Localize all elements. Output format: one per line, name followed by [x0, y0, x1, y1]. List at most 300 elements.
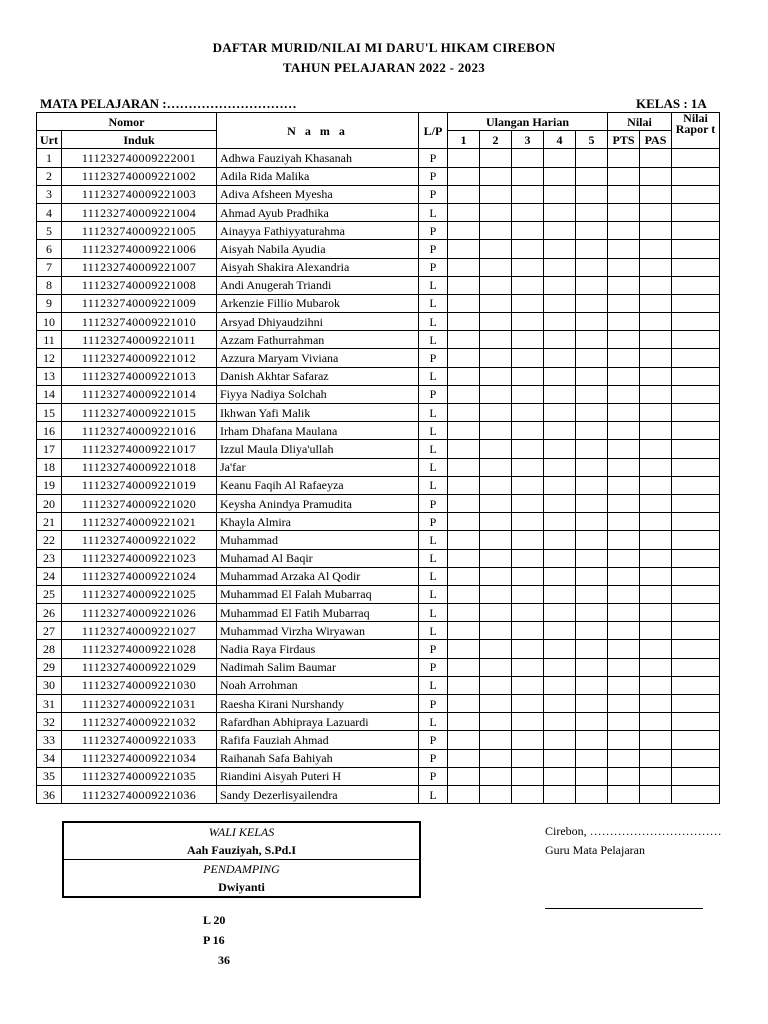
grade-cell-uh-5[interactable] [576, 640, 608, 658]
grade-cell-uh-2[interactable] [480, 749, 512, 767]
grade-cell-uh-4[interactable] [544, 167, 576, 185]
grade-cell-uh-3[interactable] [512, 349, 544, 367]
grade-cell-uh-2[interactable] [480, 258, 512, 276]
grade-cell-uh-3[interactable] [512, 476, 544, 494]
grade-cell-uh-1[interactable] [448, 313, 480, 331]
grade-cell-rapor[interactable] [672, 385, 720, 403]
grade-cell-uh-1[interactable] [448, 604, 480, 622]
grade-cell-rapor[interactable] [672, 513, 720, 531]
grade-cell-uh-4[interactable] [544, 749, 576, 767]
grade-cell-uh-5[interactable] [576, 185, 608, 203]
grade-cell-pas[interactable] [640, 294, 672, 312]
grade-cell-pts[interactable] [608, 167, 640, 185]
grade-cell-pts[interactable] [608, 440, 640, 458]
grade-cell-uh-2[interactable] [480, 604, 512, 622]
grade-cell-rapor[interactable] [672, 185, 720, 203]
row-nama: Rafardhan Abhipraya Lazuardi [217, 713, 419, 731]
grade-cell-uh-3[interactable] [512, 313, 544, 331]
grade-cell-pts[interactable] [608, 349, 640, 367]
grade-cell-uh-3[interactable] [512, 167, 544, 185]
grade-cell-uh-1[interactable] [448, 367, 480, 385]
grade-cell-pts[interactable] [608, 203, 640, 221]
grade-cell-uh-4[interactable] [544, 185, 576, 203]
grade-cell-rapor[interactable] [672, 695, 720, 713]
grade-cell-pts[interactable] [608, 676, 640, 694]
grade-cell-uh-5[interactable] [576, 767, 608, 785]
grade-cell-uh-4[interactable] [544, 622, 576, 640]
grade-cell-uh-1[interactable] [448, 622, 480, 640]
grade-cell-uh-3[interactable] [512, 585, 544, 603]
grade-cell-uh-5[interactable] [576, 567, 608, 585]
grade-cell-uh-2[interactable] [480, 513, 512, 531]
grade-cell-uh-2[interactable] [480, 458, 512, 476]
grade-cell-uh-3[interactable] [512, 695, 544, 713]
grade-cell-uh-2[interactable] [480, 640, 512, 658]
grade-cell-uh-5[interactable] [576, 476, 608, 494]
grade-cell-pas[interactable] [640, 767, 672, 785]
grade-cell-pts[interactable] [608, 494, 640, 512]
grade-cell-rapor[interactable] [672, 440, 720, 458]
grade-cell-uh-5[interactable] [576, 785, 608, 803]
grade-cell-uh-4[interactable] [544, 640, 576, 658]
grade-cell-uh-2[interactable] [480, 531, 512, 549]
grade-cell-uh-4[interactable] [544, 349, 576, 367]
grade-cell-uh-2[interactable] [480, 167, 512, 185]
grade-cell-uh-5[interactable] [576, 149, 608, 167]
grade-cell-uh-4[interactable] [544, 404, 576, 422]
grade-cell-uh-1[interactable] [448, 513, 480, 531]
kelas-label: KELAS : 1A [636, 96, 707, 111]
grade-cell-pts[interactable] [608, 585, 640, 603]
grade-cell-uh-3[interactable] [512, 676, 544, 694]
grade-cell-pas[interactable] [640, 676, 672, 694]
grade-cell-uh-5[interactable] [576, 167, 608, 185]
grade-cell-uh-4[interactable] [544, 367, 576, 385]
grade-cell-pts[interactable] [608, 785, 640, 803]
grade-cell-uh-5[interactable] [576, 222, 608, 240]
grade-cell-uh-5[interactable] [576, 731, 608, 749]
grade-cell-pas[interactable] [640, 422, 672, 440]
row-induk: 111232740009221010 [62, 313, 217, 331]
grade-cell-uh-3[interactable] [512, 331, 544, 349]
grade-cell-uh-1[interactable] [448, 440, 480, 458]
grade-cell-uh-3[interactable] [512, 222, 544, 240]
grade-cell-uh-4[interactable] [544, 458, 576, 476]
grade-cell-uh-1[interactable] [448, 731, 480, 749]
grade-cell-uh-2[interactable] [480, 404, 512, 422]
grade-cell-rapor[interactable] [672, 531, 720, 549]
grade-cell-uh-4[interactable] [544, 313, 576, 331]
grade-cell-uh-5[interactable] [576, 531, 608, 549]
grade-cell-uh-2[interactable] [480, 549, 512, 567]
grade-cell-rapor[interactable] [672, 549, 720, 567]
grade-cell-uh-3[interactable] [512, 549, 544, 567]
grade-cell-uh-1[interactable] [448, 222, 480, 240]
grade-cell-pas[interactable] [640, 385, 672, 403]
grade-cell-pas[interactable] [640, 349, 672, 367]
grade-cell-uh-1[interactable] [448, 258, 480, 276]
grade-cell-rapor[interactable] [672, 713, 720, 731]
grade-cell-pas[interactable] [640, 749, 672, 767]
grade-cell-uh-3[interactable] [512, 713, 544, 731]
grade-cell-pas[interactable] [640, 185, 672, 203]
grade-cell-uh-1[interactable] [448, 476, 480, 494]
grade-cell-uh-3[interactable] [512, 640, 544, 658]
grade-cell-pts[interactable] [608, 476, 640, 494]
grade-cell-pas[interactable] [640, 367, 672, 385]
grade-cell-uh-2[interactable] [480, 695, 512, 713]
grade-cell-rapor[interactable] [672, 331, 720, 349]
grade-cell-uh-3[interactable] [512, 767, 544, 785]
grade-cell-uh-4[interactable] [544, 604, 576, 622]
grade-cell-uh-4[interactable] [544, 658, 576, 676]
grade-cell-uh-3[interactable] [512, 404, 544, 422]
grade-cell-uh-3[interactable] [512, 494, 544, 512]
grade-cell-pas[interactable] [640, 203, 672, 221]
grade-cell-uh-1[interactable] [448, 567, 480, 585]
grade-cell-uh-1[interactable] [448, 658, 480, 676]
grade-cell-pts[interactable] [608, 222, 640, 240]
grade-cell-pts[interactable] [608, 422, 640, 440]
grade-cell-rapor[interactable] [672, 494, 720, 512]
grade-cell-pts[interactable] [608, 240, 640, 258]
grade-cell-uh-4[interactable] [544, 422, 576, 440]
grade-cell-rapor[interactable] [672, 476, 720, 494]
grade-cell-rapor[interactable] [672, 404, 720, 422]
grade-cell-uh-3[interactable] [512, 567, 544, 585]
grade-cell-uh-4[interactable] [544, 240, 576, 258]
grade-cell-uh-5[interactable] [576, 549, 608, 567]
grade-cell-uh-3[interactable] [512, 276, 544, 294]
grade-cell-uh-3[interactable] [512, 149, 544, 167]
grade-cell-pts[interactable] [608, 658, 640, 676]
grade-cell-uh-4[interactable] [544, 513, 576, 531]
grade-cell-uh-1[interactable] [448, 240, 480, 258]
grade-cell-pas[interactable] [640, 313, 672, 331]
grade-cell-pts[interactable] [608, 149, 640, 167]
grade-cell-uh-4[interactable] [544, 549, 576, 567]
grade-cell-pas[interactable] [640, 404, 672, 422]
grade-cell-uh-4[interactable] [544, 767, 576, 785]
grade-cell-pts[interactable] [608, 276, 640, 294]
grade-cell-uh-4[interactable] [544, 494, 576, 512]
grade-cell-uh-4[interactable] [544, 203, 576, 221]
header-nama: N a m a [217, 113, 419, 149]
grade-cell-uh-5[interactable] [576, 604, 608, 622]
grade-cell-pas[interactable] [640, 640, 672, 658]
grade-cell-rapor[interactable] [672, 640, 720, 658]
grade-cell-pas[interactable] [640, 695, 672, 713]
grade-cell-uh-2[interactable] [480, 567, 512, 585]
grade-cell-uh-2[interactable] [480, 422, 512, 440]
grade-cell-uh-1[interactable] [448, 785, 480, 803]
grade-cell-uh-2[interactable] [480, 713, 512, 731]
grade-cell-pas[interactable] [640, 222, 672, 240]
grade-cell-pas[interactable] [640, 331, 672, 349]
grade-cell-uh-1[interactable] [448, 767, 480, 785]
grade-cell-uh-3[interactable] [512, 385, 544, 403]
grade-cell-rapor[interactable] [672, 240, 720, 258]
grade-cell-pts[interactable] [608, 458, 640, 476]
grade-cell-pts[interactable] [608, 695, 640, 713]
grade-cell-uh-4[interactable] [544, 385, 576, 403]
grade-cell-uh-5[interactable] [576, 440, 608, 458]
grade-cell-rapor[interactable] [672, 658, 720, 676]
grade-cell-uh-2[interactable] [480, 767, 512, 785]
grade-cell-pts[interactable] [608, 513, 640, 531]
grade-cell-uh-4[interactable] [544, 695, 576, 713]
grade-cell-uh-4[interactable] [544, 294, 576, 312]
grade-cell-pas[interactable] [640, 513, 672, 531]
grade-cell-uh-5[interactable] [576, 313, 608, 331]
row-lp: P [419, 167, 448, 185]
grade-cell-pas[interactable] [640, 658, 672, 676]
row-lp: L [419, 313, 448, 331]
grade-cell-uh-1[interactable] [448, 422, 480, 440]
grade-cell-uh-1[interactable] [448, 695, 480, 713]
row-nama: Nadia Raya Firdaus [217, 640, 419, 658]
grade-cell-rapor[interactable] [672, 731, 720, 749]
grade-cell-uh-2[interactable] [480, 349, 512, 367]
grade-cell-uh-5[interactable] [576, 658, 608, 676]
grade-cell-rapor[interactable] [672, 149, 720, 167]
grade-cell-pts[interactable] [608, 404, 640, 422]
grade-cell-pts[interactable] [608, 385, 640, 403]
grade-cell-rapor[interactable] [672, 349, 720, 367]
grade-cell-uh-3[interactable] [512, 731, 544, 749]
grade-cell-pts[interactable] [608, 531, 640, 549]
grade-cell-pts[interactable] [608, 767, 640, 785]
grade-cell-uh-1[interactable] [448, 331, 480, 349]
grade-cell-uh-4[interactable] [544, 676, 576, 694]
grade-cell-pas[interactable] [640, 567, 672, 585]
grade-cell-rapor[interactable] [672, 604, 720, 622]
grade-cell-uh-5[interactable] [576, 422, 608, 440]
row-number: 35 [37, 767, 62, 785]
grade-cell-rapor[interactable] [672, 367, 720, 385]
grade-cell-uh-2[interactable] [480, 185, 512, 203]
grade-cell-pts[interactable] [608, 549, 640, 567]
grade-cell-uh-1[interactable] [448, 458, 480, 476]
grade-cell-pts[interactable] [608, 331, 640, 349]
grade-cell-uh-4[interactable] [544, 731, 576, 749]
grade-cell-uh-5[interactable] [576, 695, 608, 713]
grade-cell-uh-3[interactable] [512, 367, 544, 385]
row-number: 16 [37, 422, 62, 440]
grade-cell-pts[interactable] [608, 313, 640, 331]
grade-cell-uh-4[interactable] [544, 222, 576, 240]
grade-cell-uh-2[interactable] [480, 494, 512, 512]
grade-cell-rapor[interactable] [672, 294, 720, 312]
grade-cell-uh-3[interactable] [512, 294, 544, 312]
grade-cell-uh-5[interactable] [576, 513, 608, 531]
grade-cell-pas[interactable] [640, 585, 672, 603]
grade-cell-pas[interactable] [640, 604, 672, 622]
grade-cell-uh-1[interactable] [448, 640, 480, 658]
grade-cell-uh-5[interactable] [576, 749, 608, 767]
grade-cell-uh-4[interactable] [544, 585, 576, 603]
grade-cell-rapor[interactable] [672, 222, 720, 240]
grade-cell-pas[interactable] [640, 476, 672, 494]
grade-cell-uh-1[interactable] [448, 185, 480, 203]
grade-cell-uh-2[interactable] [480, 240, 512, 258]
grade-cell-pts[interactable] [608, 294, 640, 312]
grade-cell-uh-2[interactable] [480, 367, 512, 385]
grade-cell-uh-1[interactable] [448, 385, 480, 403]
grade-cell-pts[interactable] [608, 622, 640, 640]
grade-cell-uh-1[interactable] [448, 549, 480, 567]
grade-cell-uh-3[interactable] [512, 440, 544, 458]
grade-cell-uh-4[interactable] [544, 276, 576, 294]
grade-cell-pts[interactable] [608, 749, 640, 767]
grade-cell-uh-3[interactable] [512, 185, 544, 203]
grade-cell-uh-2[interactable] [480, 731, 512, 749]
grade-cell-uh-1[interactable] [448, 203, 480, 221]
grade-cell-rapor[interactable] [672, 622, 720, 640]
row-lp: P [419, 185, 448, 203]
grade-cell-uh-1[interactable] [448, 494, 480, 512]
grade-cell-pas[interactable] [640, 258, 672, 276]
grade-cell-uh-2[interactable] [480, 203, 512, 221]
grade-cell-rapor[interactable] [672, 767, 720, 785]
grade-cell-uh-1[interactable] [448, 167, 480, 185]
grade-cell-uh-5[interactable] [576, 294, 608, 312]
grade-cell-uh-3[interactable] [512, 604, 544, 622]
grade-cell-uh-1[interactable] [448, 404, 480, 422]
grade-cell-pas[interactable] [640, 785, 672, 803]
grade-cell-uh-3[interactable] [512, 422, 544, 440]
grade-cell-uh-2[interactable] [480, 313, 512, 331]
grade-cell-uh-2[interactable] [480, 585, 512, 603]
grade-cell-rapor[interactable] [672, 422, 720, 440]
grade-cell-uh-5[interactable] [576, 622, 608, 640]
grade-cell-pas[interactable] [640, 713, 672, 731]
grade-cell-pas[interactable] [640, 240, 672, 258]
grade-cell-rapor[interactable] [672, 167, 720, 185]
grade-cell-uh-1[interactable] [448, 713, 480, 731]
grade-cell-uh-4[interactable] [544, 476, 576, 494]
grade-cell-rapor[interactable] [672, 258, 720, 276]
grade-cell-uh-3[interactable] [512, 658, 544, 676]
grade-cell-pts[interactable] [608, 258, 640, 276]
grade-cell-uh-1[interactable] [448, 749, 480, 767]
grade-cell-rapor[interactable] [672, 567, 720, 585]
grade-cell-uh-4[interactable] [544, 531, 576, 549]
grade-cell-uh-5[interactable] [576, 203, 608, 221]
grade-cell-uh-5[interactable] [576, 585, 608, 603]
grade-cell-uh-1[interactable] [448, 676, 480, 694]
grade-cell-pts[interactable] [608, 640, 640, 658]
grade-cell-uh-5[interactable] [576, 385, 608, 403]
grade-cell-uh-2[interactable] [480, 658, 512, 676]
grade-cell-uh-3[interactable] [512, 513, 544, 531]
grade-cell-uh-2[interactable] [480, 385, 512, 403]
grade-cell-pts[interactable] [608, 731, 640, 749]
grade-cell-uh-3[interactable] [512, 203, 544, 221]
grade-cell-pts[interactable] [608, 713, 640, 731]
grade-cell-rapor[interactable] [672, 276, 720, 294]
grade-cell-uh-4[interactable] [544, 258, 576, 276]
grade-cell-uh-2[interactable] [480, 676, 512, 694]
grade-cell-pts[interactable] [608, 567, 640, 585]
grade-cell-pas[interactable] [640, 149, 672, 167]
grade-cell-uh-4[interactable] [544, 785, 576, 803]
grade-cell-uh-2[interactable] [480, 476, 512, 494]
grade-cell-uh-4[interactable] [544, 440, 576, 458]
grade-cell-pas[interactable] [640, 167, 672, 185]
grade-cell-pas[interactable] [640, 276, 672, 294]
grade-cell-uh-5[interactable] [576, 349, 608, 367]
grade-cell-uh-3[interactable] [512, 785, 544, 803]
grade-cell-uh-5[interactable] [576, 404, 608, 422]
grade-cell-uh-5[interactable] [576, 240, 608, 258]
grade-cell-uh-1[interactable] [448, 585, 480, 603]
grade-cell-rapor[interactable] [672, 585, 720, 603]
grade-cell-pas[interactable] [640, 549, 672, 567]
grade-cell-uh-5[interactable] [576, 713, 608, 731]
grade-cell-uh-2[interactable] [480, 149, 512, 167]
row-induk: 111232740009222001 [62, 149, 217, 167]
grade-cell-uh-4[interactable] [544, 713, 576, 731]
grade-cell-uh-5[interactable] [576, 458, 608, 476]
grade-cell-uh-5[interactable] [576, 676, 608, 694]
grade-cell-uh-3[interactable] [512, 622, 544, 640]
grade-cell-uh-2[interactable] [480, 331, 512, 349]
grade-cell-uh-2[interactable] [480, 622, 512, 640]
grade-cell-uh-2[interactable] [480, 222, 512, 240]
grade-cell-uh-2[interactable] [480, 294, 512, 312]
grade-cell-rapor[interactable] [672, 676, 720, 694]
grade-cell-rapor[interactable] [672, 785, 720, 803]
grade-cell-uh-1[interactable] [448, 349, 480, 367]
grade-cell-pts[interactable] [608, 604, 640, 622]
grade-cell-uh-1[interactable] [448, 531, 480, 549]
grade-cell-pts[interactable] [608, 185, 640, 203]
grade-cell-uh-1[interactable] [448, 149, 480, 167]
grade-cell-pas[interactable] [640, 494, 672, 512]
grade-cell-pas[interactable] [640, 531, 672, 549]
grade-cell-rapor[interactable] [672, 203, 720, 221]
grade-cell-uh-5[interactable] [576, 494, 608, 512]
grade-cell-pas[interactable] [640, 440, 672, 458]
grade-cell-uh-4[interactable] [544, 149, 576, 167]
grade-cell-uh-3[interactable] [512, 240, 544, 258]
grade-cell-pts[interactable] [608, 367, 640, 385]
grade-cell-uh-5[interactable] [576, 331, 608, 349]
grade-cell-uh-1[interactable] [448, 276, 480, 294]
grade-cell-uh-3[interactable] [512, 258, 544, 276]
grade-cell-rapor[interactable] [672, 458, 720, 476]
grade-cell-uh-5[interactable] [576, 276, 608, 294]
grade-cell-uh-2[interactable] [480, 785, 512, 803]
grade-cell-pas[interactable] [640, 622, 672, 640]
grade-cell-uh-3[interactable] [512, 458, 544, 476]
grade-cell-uh-1[interactable] [448, 294, 480, 312]
grade-cell-rapor[interactable] [672, 749, 720, 767]
row-induk: 111232740009221034 [62, 749, 217, 767]
grade-cell-uh-3[interactable] [512, 531, 544, 549]
grade-cell-uh-5[interactable] [576, 367, 608, 385]
grade-cell-pas[interactable] [640, 731, 672, 749]
grade-cell-rapor[interactable] [672, 313, 720, 331]
grade-cell-uh-3[interactable] [512, 749, 544, 767]
grade-cell-pas[interactable] [640, 458, 672, 476]
grade-cell-uh-4[interactable] [544, 331, 576, 349]
grade-cell-uh-4[interactable] [544, 567, 576, 585]
grade-cell-uh-2[interactable] [480, 276, 512, 294]
grade-cell-uh-5[interactable] [576, 258, 608, 276]
grade-cell-uh-2[interactable] [480, 440, 512, 458]
